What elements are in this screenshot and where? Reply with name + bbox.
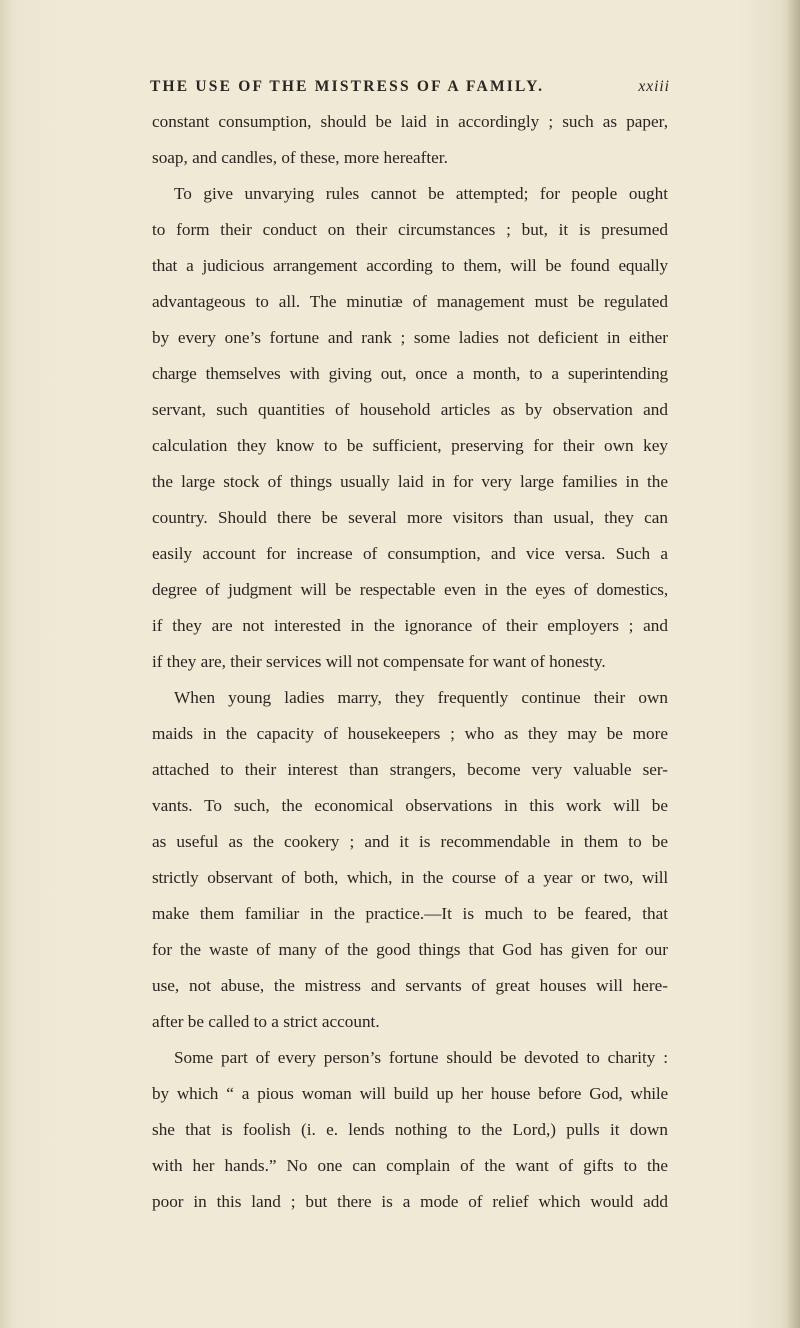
text-line: if they are, their services will not compensate for want of honesty. [152, 652, 606, 671]
page-number: xxiii [638, 78, 670, 95]
text-line: to form their conduct on their circumstances ; but, it is presumed [152, 220, 668, 239]
text-line: advantageous to all. The minutiæ of management must be regulated [152, 292, 668, 311]
text-line: constant consumption, should be laid in accordingly ; such as paper, [152, 112, 668, 131]
text-line: by which “ a pious woman will build up her house before God, while [152, 1084, 668, 1103]
page-edge-shadow [786, 0, 800, 1328]
text-line: soap, and candles, of these, more hereafter. [152, 148, 448, 167]
running-title: THE USE OF THE MISTRESS OF A FAMILY. [150, 78, 545, 95]
text-line: charge themselves with giving out, once a month, to a superintending [152, 364, 668, 383]
text-line: by every one’s fortune and rank ; some ladies not deficient in either [152, 328, 668, 347]
text-line: country. Should there be several more visitors than usual, they can [152, 508, 668, 527]
text-line: When young ladies marry, they frequently continue their own [174, 688, 668, 707]
text-line: calculation they know to be sufficient, preserving for their own key [152, 436, 668, 455]
body-text [152, 104, 668, 1220]
text-line: use, not abuse, the mistress and servants of great houses will here- [152, 976, 668, 995]
text-line: To give unvarying rules cannot be attempted; for people ought [174, 184, 668, 203]
text-line: vants. To such, the economical observations in this work will be [152, 796, 668, 815]
text-line: strictly observant of both, which, in the course of a year or two, will [152, 868, 668, 887]
text-line: make them familiar in the practice.—It is much to be feared, that [152, 904, 668, 923]
text-line: after be called to a strict account. [152, 1012, 380, 1031]
text-line: for the waste of many of the good things that God has given for our [152, 940, 668, 959]
text-line: as useful as the cookery ; and it is recommendable in them to be [152, 832, 668, 851]
text-line: maids in the capacity of housekeepers ; who as they may be more [152, 724, 668, 743]
text-line: poor in this land ; but there is a mode of relief which would add [152, 1192, 668, 1211]
text-line: servant, such quantities of household articles as by observation and [152, 400, 668, 419]
text-line: Some part of every person’s fortune should be devoted to charity : [174, 1048, 668, 1067]
text-line: with her hands.” No one can complain of the want of gifts to the [152, 1156, 668, 1175]
text-line: attached to their interest than strangers, become very valuable ser- [152, 760, 668, 779]
text-line: she that is foolish (i. e. lends nothing to the Lord,) pulls it down [152, 1120, 668, 1139]
text-line: degree of judgment will be respectable even in the eyes of domestics, [152, 580, 668, 599]
text-line: the large stock of things usually laid in for very large families in the [152, 472, 668, 491]
text-line: if they are not interested in the ignorance of their employers ; and [152, 616, 668, 635]
text-line: easily account for increase of consumption, and vice versa. Such a [152, 544, 668, 563]
text-line: that a judicious arrangement according to them, will be found equally [152, 256, 668, 275]
running-header [150, 78, 670, 96]
